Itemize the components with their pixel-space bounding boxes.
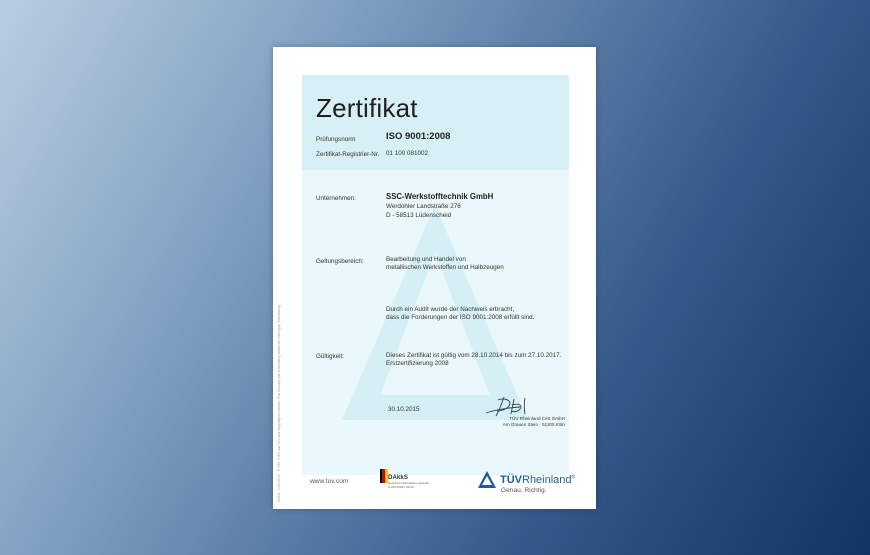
validity-line-1: Dieses Zertifikat ist gültig vom 28.10.2014 bis zum 27.10.2017. bbox=[386, 352, 562, 359]
side-legal-text: 10/221 · 0.00 05.04 · ® TÜV, TUEV und TUV sind eingetragene Marken. Eine Nutzung und Verwendung bedarf der vorherigen Zustimmung. bbox=[277, 304, 281, 502]
standard-value: ISO 9001:2008 bbox=[386, 131, 451, 142]
tuv-rheinland-logo bbox=[500, 474, 575, 486]
company-name: SSC-Werkstofftechnik GmbH bbox=[386, 192, 494, 201]
tuv-triangle-icon bbox=[477, 470, 497, 489]
company-city: D - 58513 Lüdenscheid bbox=[386, 212, 452, 219]
tuv-registered-mark: ® bbox=[571, 474, 576, 481]
scope-label: Geltungsbereich: bbox=[316, 258, 364, 265]
validity-line-2: Erstzertifizierung 2008 bbox=[386, 360, 449, 367]
audit-line-1: Durch ein Audit wurde der Nachweis erbracht, bbox=[386, 306, 515, 313]
issue-date: 30.10.2015 bbox=[388, 406, 420, 413]
issuer-line-1: TÜV Rheinland Cert GmbH bbox=[509, 416, 565, 421]
tuv-brand-prefix: TÜV bbox=[500, 474, 522, 486]
tuv-brand-suffix: Rheinland bbox=[522, 474, 572, 486]
website-link[interactable]: www.tuv.com bbox=[310, 478, 349, 485]
issuer-block bbox=[495, 416, 565, 427]
scope-line-1: Bearbeitung und Handel von bbox=[386, 256, 466, 263]
scope-line-2: metallischen Werkstoffen und Halbzeugen bbox=[386, 264, 504, 271]
dakks-flag-icon bbox=[380, 469, 388, 483]
certificate-title: Zertifikat bbox=[316, 93, 418, 123]
dakks-logo-name: DAkkS bbox=[388, 474, 408, 481]
validity-label: Gültigkeit: bbox=[316, 353, 344, 360]
tuv-slogan: Genau. Richtig. bbox=[501, 487, 547, 494]
register-value: 01 100 081002 bbox=[386, 150, 429, 157]
company-street: Werdohler Landstraße 276 bbox=[386, 203, 461, 210]
company-label: Unternehmen: bbox=[316, 195, 356, 202]
register-label: Zertifikat-Registrier-Nr. bbox=[316, 151, 380, 158]
dakks-logo-subtitle: Deutsche Akkreditierungsstelle D-ZM-16031-01-00 bbox=[388, 481, 430, 489]
standard-label: Prüfungsnorm bbox=[316, 136, 356, 143]
certificate-page bbox=[273, 47, 596, 509]
issuer-line-2: Am Grauen Stein · 51105 Köln bbox=[502, 421, 565, 427]
audit-line-2: dass die Forderungen der ISO 9001:2008 erfüllt sind. bbox=[386, 314, 535, 321]
